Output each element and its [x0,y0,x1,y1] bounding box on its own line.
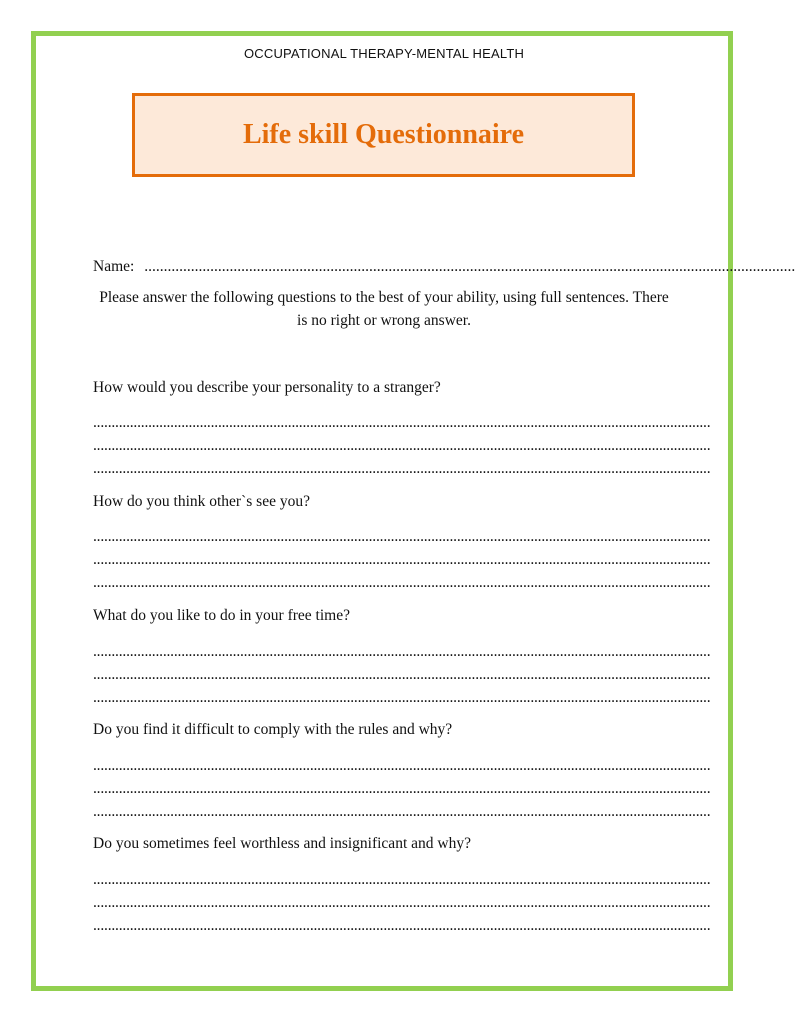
question-1: How would you describe your personality to a stranger? [93,379,441,396]
answer-line[interactable]: ........................................................................................................................................................................ [93,757,711,774]
name-label: Name: [93,258,135,275]
page-title: Life skill Questionnaire [242,119,525,150]
answer-line[interactable]: ........................................................................................................................................................................ [93,780,711,797]
answer-line[interactable]: ........................................................................................................................................................................ [93,551,711,568]
answer-line[interactable]: ........................................................................................................................................................................ [93,666,711,683]
name-answer-line[interactable]: ........................................................................................................................................................................ [144,258,795,275]
answer-line[interactable]: ........................................................................................................................................................................ [93,414,711,431]
page-header: OCCUPATIONAL THERAPY-MENTAL HEALTH [243,46,525,61]
answer-line[interactable]: ........................................................................................................................................................................ [93,460,711,477]
question-3: What do you like to do in your free time? [93,607,350,624]
question-4: Do you find it difficult to comply with the rules and why? [93,721,453,738]
answer-line[interactable]: ........................................................................................................................................................................ [93,689,711,706]
answer-line[interactable]: ........................................................................................................................................................................ [93,574,711,591]
answer-line[interactable]: ........................................................................................................................................................................ [93,917,711,934]
title-box [132,93,635,177]
instructions: Please answer the following questions to the best of your ability, using full sentences. There is no right or wrong answer. [99,289,669,329]
question-2: How do you think other`s see you? [93,493,310,510]
answer-line[interactable]: ........................................................................................................................................................................ [93,871,711,888]
answer-line[interactable]: ........................................................................................................................................................................ [93,437,711,454]
question-5: Do you sometimes feel worthless and insignificant and why? [93,835,471,852]
answer-line[interactable]: ........................................................................................................................................................................ [93,528,711,545]
answer-line[interactable]: ........................................................................................................................................................................ [93,803,711,820]
name-field-row[interactable] [93,258,795,278]
answer-line[interactable]: ........................................................................................................................................................................ [93,643,711,660]
answer-line[interactable]: ........................................................................................................................................................................ [93,894,711,911]
